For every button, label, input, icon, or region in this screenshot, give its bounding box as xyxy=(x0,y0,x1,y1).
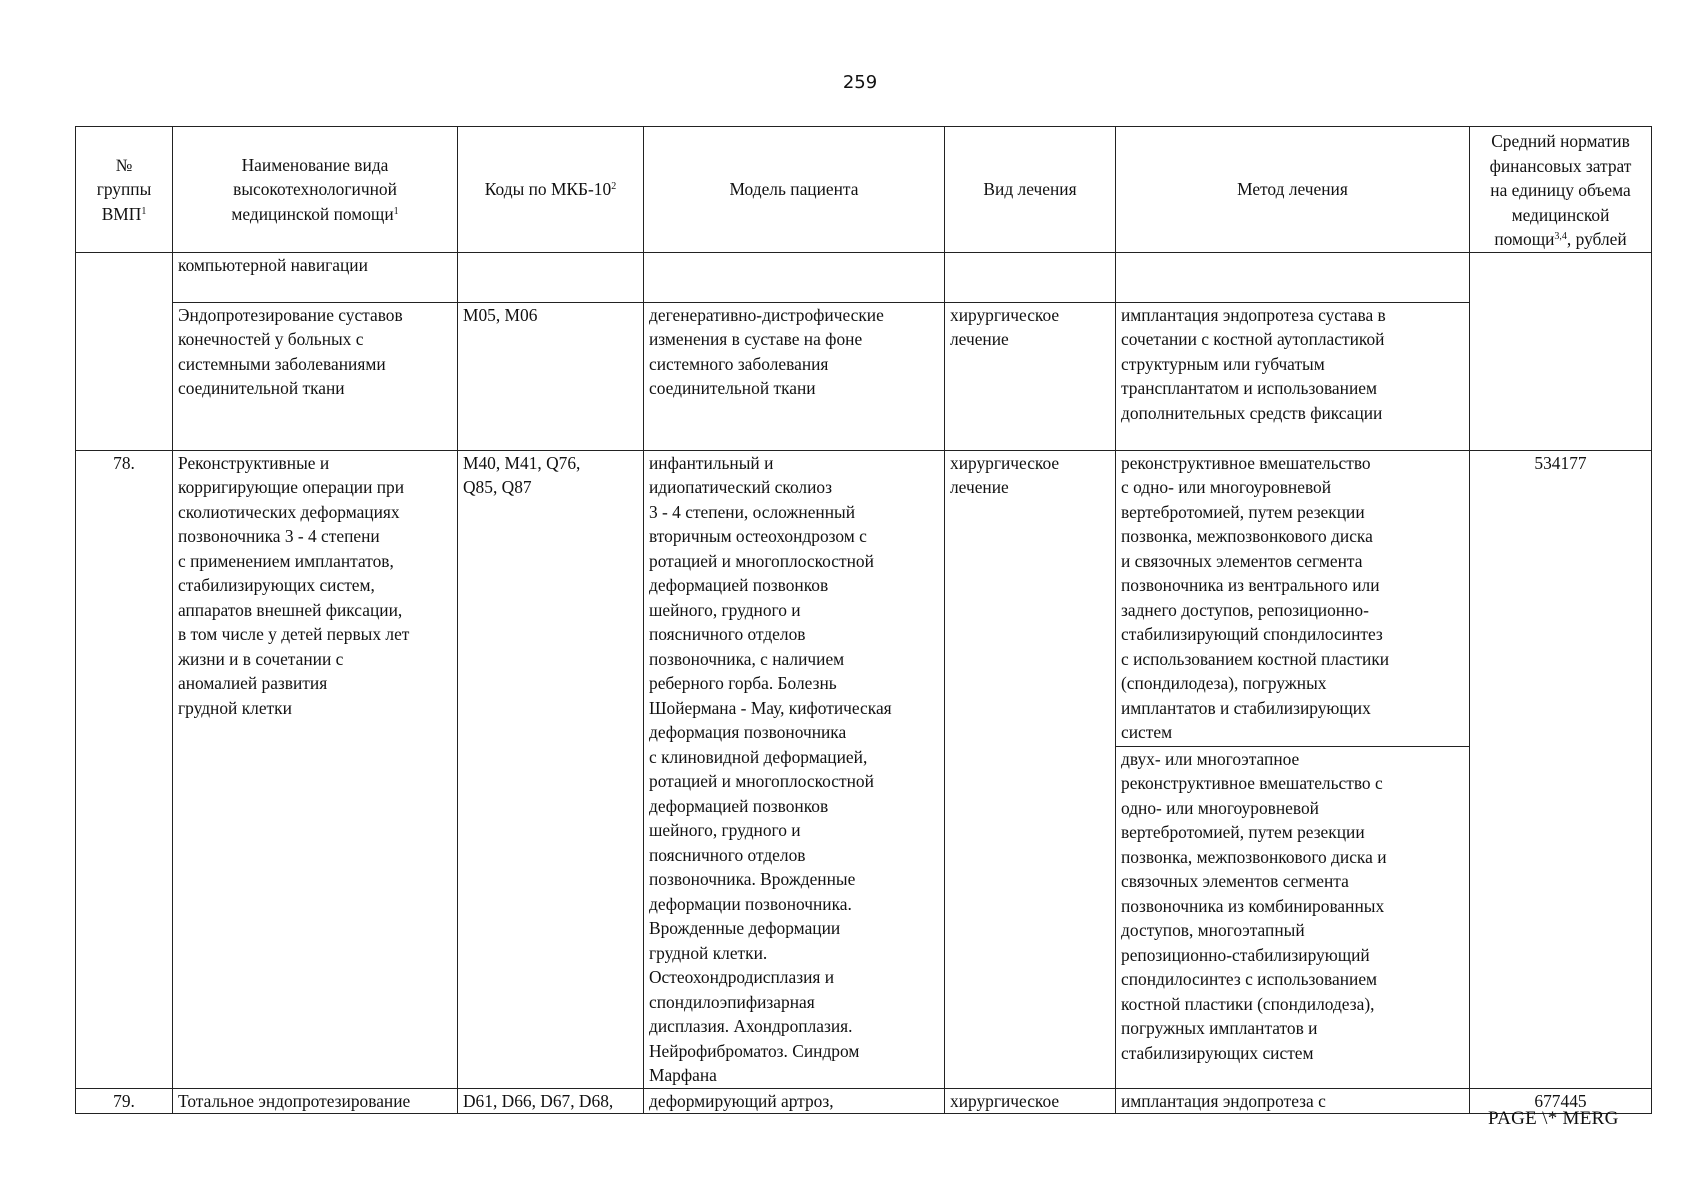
header-average-cost: Средний норматив финансовых затрат на единицу объема медицинской помощи$^{3,4}$, рублей xyxy=(1470,127,1652,253)
header-patient-model: Модель пациента xyxy=(644,127,945,253)
header-icd-codes: Коды по МКБ-$10^2$ xyxy=(458,127,644,253)
page-footer-field-code: PAGE \* MERG xyxy=(1488,1108,1619,1129)
care-type-name-cell: Эндопротезирование суставов конечностей у больных с системными заболеваниями соединительной ткани xyxy=(173,302,458,450)
patient-model-cell: дегенеративно-дистрофические изменения в суставе на фоне системного заболевания соединительной ткани xyxy=(644,302,945,450)
treatment-method-cell xyxy=(1116,252,1470,302)
care-type-name-cell: Реконструктивные и корригирующие операции при сколиотических деформациях позвоночника 3 - 4 степени с применением имплантатов, стабилизирующих систем, аппаратов внешней фиксации, в том числе у детей первых лет жизни и в сочетании с аномалией развития грудной клетки xyxy=(173,450,458,1088)
table-row xyxy=(76,450,1652,746)
patient-model-cell xyxy=(644,252,945,302)
table-row xyxy=(76,1088,1652,1114)
treatment-type-cell: хирургическое лечение xyxy=(945,302,1116,450)
care-type-name-cell: компьютерной навигации xyxy=(173,252,458,302)
icd-codes-cell xyxy=(458,252,644,302)
treatment-method-cell: двух- или многоэтапное реконструктивное вмешательство с одно- или многоуровневой вертебротомией, путем резекции позвонка, межпозвонкового диска и связочных элементов сегмента позвоночника из комбинированных доступов, многоэтапный репозиционно-стабилизирующий спондилосинтез с использованием костной пластики (спондилодеза), погружных имплантатов и стабилизирующих систем xyxy=(1116,746,1470,1088)
treatment-method-cell: имплантация эндопротеза с xyxy=(1116,1088,1470,1114)
treatment-method-cell: имплантация эндопротеза сустава в сочетании с костной аутопластикой структурным или губчатым трансплантатом и использованием дополнительных средств фиксации xyxy=(1116,302,1470,450)
care-type-name-cell: Тотальное эндопротезирование xyxy=(173,1088,458,1114)
page-number: 259 xyxy=(842,72,878,93)
table-row xyxy=(76,252,1652,302)
patient-model-cell: деформирующий артроз, xyxy=(644,1088,945,1114)
header-group-number: № группы ВМП$^1$ xyxy=(76,127,173,253)
treatment-type-cell: хирургическое xyxy=(945,1088,1116,1114)
icd-codes-cell: D61, D66, D67, D68, xyxy=(458,1088,644,1114)
treatment-type-cell: хирургическое лечение xyxy=(945,450,1116,1088)
group-number-cell: 79. xyxy=(76,1088,173,1114)
table-header-row xyxy=(76,127,1652,253)
header-treatment-type: Вид лечения xyxy=(945,127,1116,253)
table-row xyxy=(76,302,1652,450)
average-cost-cell: 677445 xyxy=(1470,1088,1652,1114)
average-cost-cell-empty xyxy=(1470,252,1652,450)
header-care-type-name: Наименование вида высокотехнологичной медицинской помощи$^1$ xyxy=(173,127,458,253)
icd-codes-cell: M40, M41, Q76, Q85, Q87 xyxy=(458,450,644,1088)
icd-codes-cell: M05, M06 xyxy=(458,302,644,450)
group-number-cell-empty xyxy=(76,252,173,450)
header-treatment-method: Метод лечения xyxy=(1116,127,1470,253)
treatment-method-cell: реконструктивное вмешательство с одно- или многоуровневой вертебротомией, путем резекции позвонка, межпозвонкового диска и связочных элементов сегмента позвоночника из вентрального или заднего доступов, репозиционно- стабилизирующий спондилосинтез с использованием костной пластики (спондилодеза), погружных имплантатов и стабилизирующих систем xyxy=(1116,450,1470,746)
vmp-table xyxy=(75,126,1652,1114)
patient-model-cell: инфантильный и идиопатический сколиоз 3 - 4 степени, осложненный вторичным остеохондрозом с ротацией и многоплоскостной деформацией позвонков шейного, грудного и поясничного отделов позвоночника, с наличием реберного горба. Болезнь Шойермана - Мау, кифотическая деформация позвоночника с клиновидной деформацией, ротацией и многоплоскостной деформацией позвонков шейного, грудного и поясничного отделов позвоночника. Врожденные деформации позвоночника. Врожденные деформации грудной клетки. Остеохондродисплазия и спондилоэпифизарная дисплазия. Ахондроплазия. Нейрофиброматоз. Синдром Марфана xyxy=(644,450,945,1088)
treatment-type-cell xyxy=(945,252,1116,302)
group-number-cell: 78. xyxy=(76,450,173,1088)
average-cost-cell: 534177 xyxy=(1470,450,1652,1088)
